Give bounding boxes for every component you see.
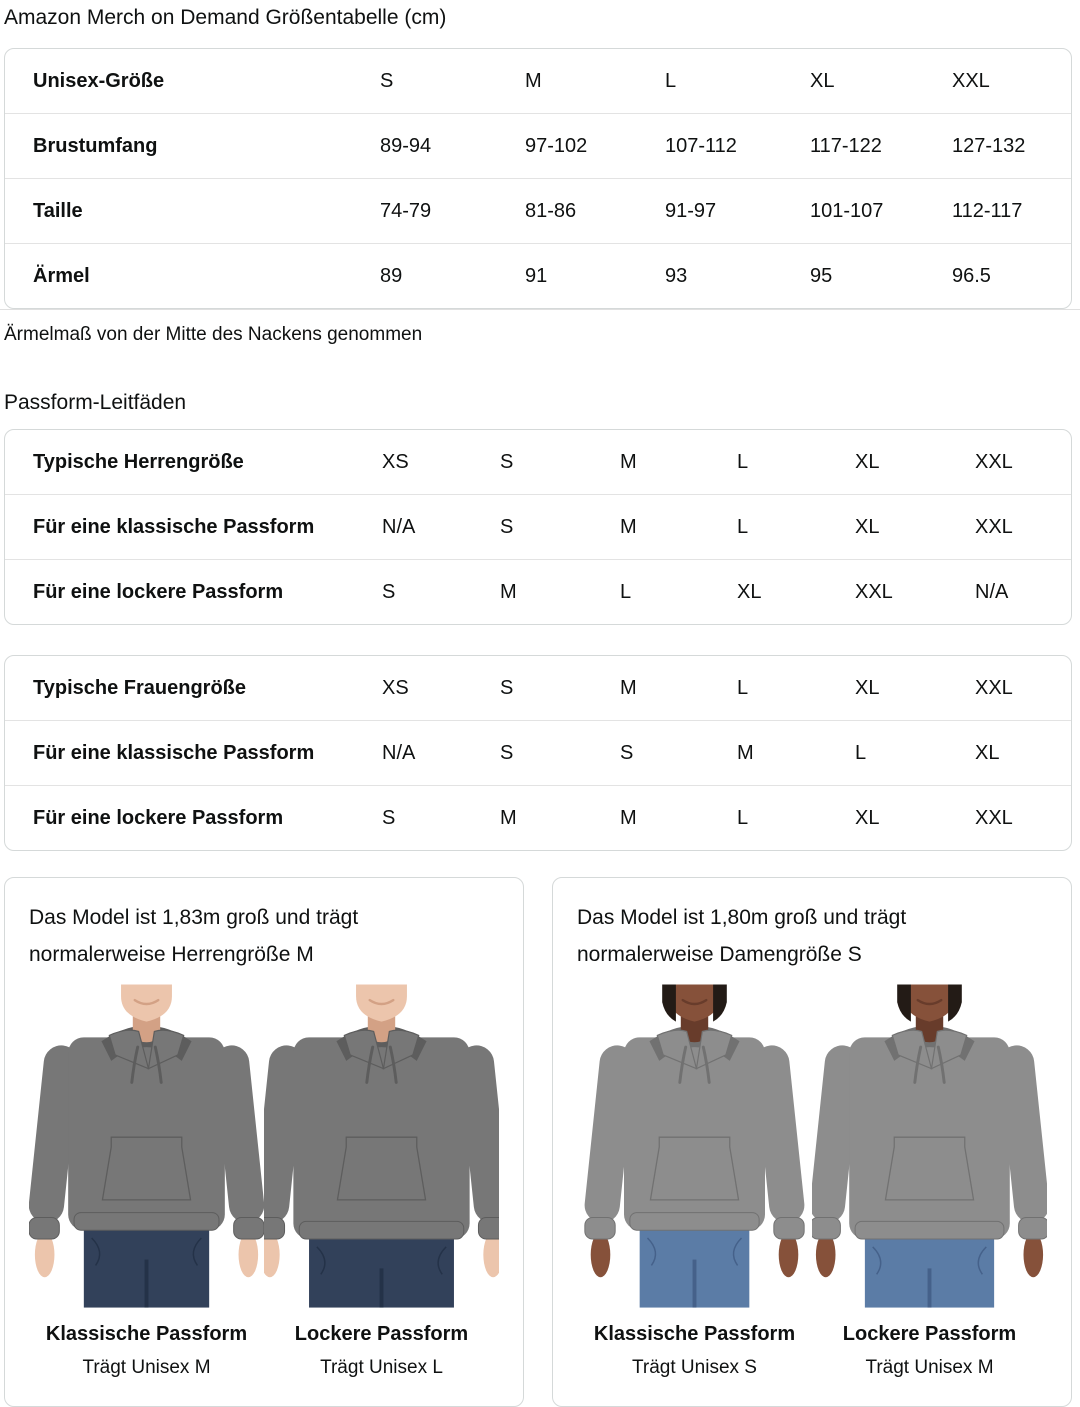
row-label: Unisex-Größe (33, 69, 165, 92)
table-row (5, 114, 1071, 179)
size-cell: XL (975, 721, 1071, 786)
model-cards (4, 877, 1072, 1407)
row-label: Brustumfang (5, 114, 380, 179)
size-cell: S (500, 721, 620, 786)
row-label: Für eine lockere Passform (5, 560, 382, 625)
size-cell: S (382, 560, 500, 625)
table-row (5, 244, 1071, 309)
size-cell: XXL (952, 69, 990, 92)
fit-label: Lockere Passform (294, 1323, 469, 1345)
size-cell: L (855, 721, 975, 786)
row-label: Für eine lockere Passform (5, 786, 382, 851)
size-cell: 91 (525, 244, 665, 309)
size-cell: XXL (855, 560, 975, 625)
size-cell: L (737, 676, 749, 699)
size-cell: 107-112 (665, 114, 810, 179)
size-cell: 101-107 (810, 179, 952, 244)
size-cell: S (380, 69, 394, 92)
women-model-card (552, 877, 1072, 1407)
model-figure (264, 981, 499, 1379)
size-label: Trägt Unisex M (82, 1357, 211, 1378)
fit-guides-heading: Passform-Leitfäden (4, 391, 187, 414)
size-cell: XS (382, 676, 409, 699)
table-row (5, 430, 1071, 495)
size-cell: 112-117 (952, 179, 1071, 244)
size-cell: L (665, 69, 677, 92)
table-row (5, 721, 1071, 786)
model-figure (577, 981, 812, 1379)
size-cell: XXL (975, 450, 1013, 473)
size-cell: L (737, 786, 855, 851)
size-cell: S (620, 721, 737, 786)
size-cell: M (620, 495, 737, 560)
row-label: Taille (5, 179, 380, 244)
size-cell: XL (855, 786, 975, 851)
model-figures (29, 981, 499, 1379)
row-label: Für eine klassische Passform (5, 495, 382, 560)
size-cell: XL (855, 495, 975, 560)
size-cell: 89-94 (380, 114, 525, 179)
table-row (5, 560, 1071, 625)
size-cell: L (737, 450, 749, 473)
table-row (5, 179, 1071, 244)
size-cell: 81-86 (525, 179, 665, 244)
size-cell: XL (855, 450, 880, 473)
row-label: Typische Herrengröße (33, 450, 244, 473)
size-cell: XXL (975, 676, 1013, 699)
men-fit-table (4, 429, 1072, 625)
model-figure (29, 981, 264, 1379)
size-cell: 96.5 (952, 244, 1071, 309)
row-label: Ärmel (5, 244, 380, 309)
size-label: Trägt Unisex S (632, 1357, 757, 1378)
women-fit-table (4, 655, 1072, 851)
size-cell: M (620, 450, 637, 473)
table-row (5, 656, 1071, 721)
model-photo (29, 981, 264, 1311)
size-cell: XL (855, 676, 880, 699)
model-photo (812, 981, 1047, 1311)
size-cell: XL (810, 69, 835, 92)
size-cell: S (382, 786, 500, 851)
size-cell: M (620, 676, 637, 699)
row-label: Für eine klassische Passform (5, 721, 382, 786)
size-cell: 117-122 (810, 114, 952, 179)
size-cell: S (500, 450, 514, 473)
size-cell: M (525, 69, 542, 92)
size-cell: M (500, 560, 620, 625)
size-cell: L (620, 560, 737, 625)
size-cell: N/A (382, 721, 500, 786)
model-figure (812, 981, 1047, 1379)
model-photo (577, 981, 812, 1311)
sleeve-measure-note: Ärmelmaß von der Mitte des Nackens genommen (4, 324, 423, 345)
page-title: Amazon Merch on Demand Größentabelle (cm) (4, 6, 447, 29)
size-cell: XL (737, 560, 855, 625)
size-cell: XS (382, 450, 409, 473)
table-row (5, 49, 1071, 114)
table-row (5, 786, 1071, 851)
size-cell: 95 (810, 244, 952, 309)
size-table (4, 48, 1072, 309)
size-cell: N/A (382, 495, 500, 560)
size-cell: M (500, 786, 620, 851)
size-label: Trägt Unisex L (320, 1357, 443, 1378)
size-cell: S (500, 495, 620, 560)
fit-label: Klassische Passform (593, 1323, 796, 1345)
model-photo (264, 981, 499, 1311)
size-cell: L (737, 495, 855, 560)
size-cell: 93 (665, 244, 810, 309)
size-cell: M (620, 786, 737, 851)
divider (0, 309, 1080, 310)
size-cell: XXL (975, 786, 1071, 851)
row-label: Typische Frauengröße (33, 676, 247, 699)
card-description: Das Model ist 1,80m groß und trägt normalerweise Damengröße S (577, 906, 907, 966)
size-cell: 91-97 (665, 179, 810, 244)
men-model-card (4, 877, 524, 1407)
size-cell: N/A (975, 560, 1071, 625)
table-row (5, 495, 1071, 560)
size-cell: S (500, 676, 514, 699)
size-label: Trägt Unisex M (865, 1357, 994, 1378)
model-figures (577, 981, 1047, 1379)
size-cell: 74-79 (380, 179, 525, 244)
fit-label: Klassische Passform (45, 1323, 248, 1345)
fit-label: Lockere Passform (842, 1323, 1017, 1345)
size-cell: 97-102 (525, 114, 665, 179)
size-cell: 89 (380, 244, 525, 309)
size-cell: M (737, 721, 855, 786)
size-cell: XXL (975, 495, 1071, 560)
size-cell: 127-132 (952, 114, 1071, 179)
card-description: Das Model ist 1,83m groß und trägt normalerweise Herrengröße M (29, 906, 359, 966)
